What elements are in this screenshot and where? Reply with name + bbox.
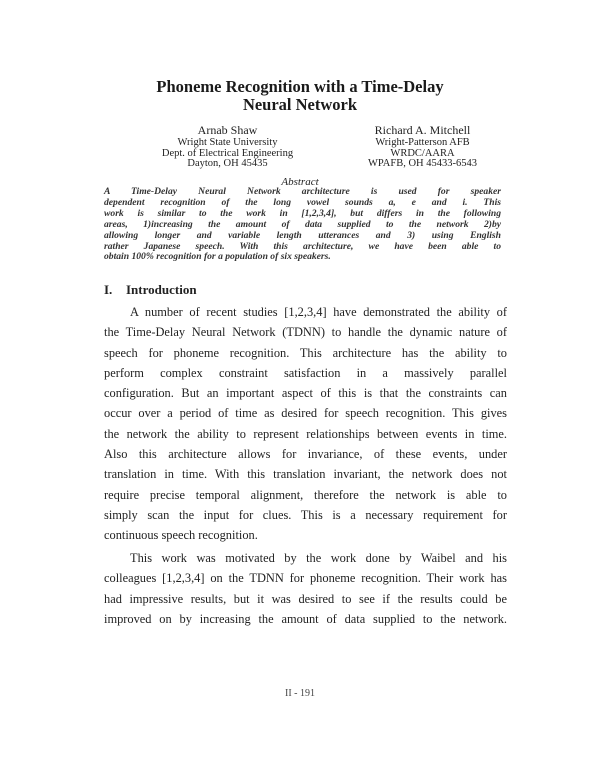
author-block-1 (140, 124, 315, 170)
author-name: Richard A. Mitchell (374, 123, 471, 137)
abstract-line: dependent recognition of the long vowel sounds a, e and i. This (104, 196, 501, 208)
body-line: the network the ability to represent relationships between events in time. (104, 427, 507, 441)
paper-title-line-1: Phoneme Recognition with a Time-Delay (156, 77, 444, 96)
body-line: This work was motivated by the work done by Waibel and his (130, 551, 507, 565)
body-line: improved on by increasing the amount of data supplied to the network. (104, 612, 507, 626)
author-affiliation-line: Wright-Patterson AFB (375, 137, 470, 148)
abstract-line: rather Japanese speech. With this architecture, we have been able to (104, 240, 501, 252)
abstract-line: A Time-Delay Neural Network architecture is used for speaker (104, 186, 501, 197)
body-line: configuration. But an important aspect of this is that the constraints can (104, 386, 507, 400)
body-line: translation in time. With this translation invariant, the network does not (104, 467, 507, 481)
body-line: simply scan the input for clues. This is a necessary requirement for (104, 508, 507, 522)
author-affiliation-line: Dept. of Electrical Engineering (161, 147, 294, 159)
body-line: require precise temporal alignment, therefore the network is able to (104, 488, 507, 502)
body-line: A number of recent studies [1,2,3,4] have demonstrated the ability of (130, 305, 507, 319)
body-line: colleagues [1,2,3,4] on the TDNN for phoneme recognition. Their work has (104, 571, 507, 585)
section-title: Introduction (126, 282, 197, 297)
page-number: II - 191 (285, 688, 315, 699)
author-affiliation-line: WPAFB, OH 45433-6543 (368, 158, 477, 169)
abstract-line: areas, 1)increasing the amount of data supplied to the network 2)by (104, 218, 501, 230)
body-line: continuous speech recognition. (104, 528, 258, 542)
abstract-line: allowing longer and variable length utterances and 3) using English (104, 229, 501, 241)
author-block-2 (335, 124, 510, 170)
abstract-body (104, 187, 501, 263)
body-line: had impressive results, but it was desired to see if the results could be (104, 592, 507, 606)
body-line: speech for phoneme recognition. This architecture has the ability to (104, 346, 507, 360)
body-line: Also this architecture allows for invariance, of these events, under (104, 447, 507, 461)
section-number: I. (104, 282, 113, 297)
author-affiliation-line: Dayton, OH 45435 (187, 158, 268, 169)
author-affiliation-line: WRDC/AARA (390, 147, 455, 159)
body-line: perform complex constraint satisfaction in a massively parallel (104, 366, 507, 380)
body-line: the Time-Delay Neural Network (TDNN) to handle the dynamic nature of (104, 325, 507, 339)
body-line: occur over a period of time as desired for speech recognition. This gives (104, 406, 507, 420)
abstract-heading: Abstract (281, 176, 319, 188)
abstract-line: obtain 100% recognition for a population of six speakers. (104, 251, 331, 263)
author-affiliation-line: Wright State University (177, 137, 278, 148)
author-name: Arnab Shaw (197, 123, 258, 137)
abstract-line: work is similar to the work in [1,2,3,4], but differs in the following (104, 207, 501, 219)
paper-title-line-2: Neural Network (242, 95, 358, 114)
section-heading (104, 282, 197, 298)
